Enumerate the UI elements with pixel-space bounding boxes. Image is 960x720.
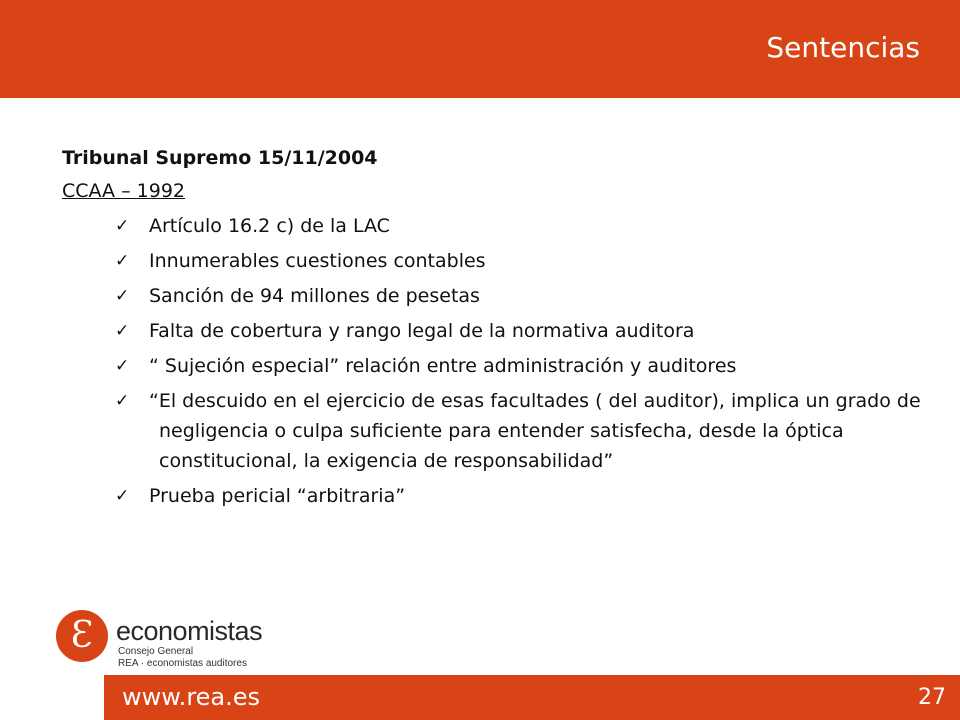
court-heading: Tribunal Supremo 15/11/2004 [62,147,378,169]
list-item [114,316,942,346]
check-icon: ✓ [115,286,130,306]
check-icon: ✓ [115,486,130,506]
footer-url-link[interactable]: www.rea.es [122,683,261,711]
check-icon: ✓ [115,356,130,376]
check-list [62,211,942,511]
list-item [114,246,942,276]
check-icon: ✓ [115,216,130,236]
case-subtitle: CCAA – 1992 [62,180,185,202]
list-item [114,281,942,311]
list-item-text: Prueba pericial “arbitraria” [149,485,406,507]
logo-subtitle: Consejo General [118,646,194,657]
economistas-logo [56,610,276,670]
logo-tagline: REA · economistas auditores [118,658,247,669]
list-item-text: “ Sujeción especial” relación entre administración y auditores [149,355,737,377]
list-item-text: Falta de cobertura y rango legal de la normativa auditora [149,320,695,342]
check-icon: ✓ [115,321,130,341]
header-bar [0,0,960,98]
list-item-text: Innumerables cuestiones contables [149,250,486,272]
logo-glyph: Ɛ [70,615,94,656]
logo-mark-icon [56,610,108,662]
check-icon: ✓ [115,251,130,271]
list-item [114,481,942,511]
list-item-text: Artículo 16.2 c) de la LAC [149,215,390,237]
list-item [114,386,942,476]
list-item-text: “El descuido en el ejercicio de esas facultades ( del auditor), implica un grado de negligencia o culpa suficiente para entender satisfecha, desde la óptica constitucional, la exigencia de responsabilidad” [149,390,921,472]
page-number: 27 [918,685,946,710]
check-icon: ✓ [115,391,130,411]
slide-content [62,143,942,511]
list-item [114,351,942,381]
list-item-text: Sanción de 94 millones de pesetas [149,285,480,307]
list-item [114,211,942,241]
logo-name: economistas [116,616,263,646]
slide-title: Sentencias [766,31,920,64]
